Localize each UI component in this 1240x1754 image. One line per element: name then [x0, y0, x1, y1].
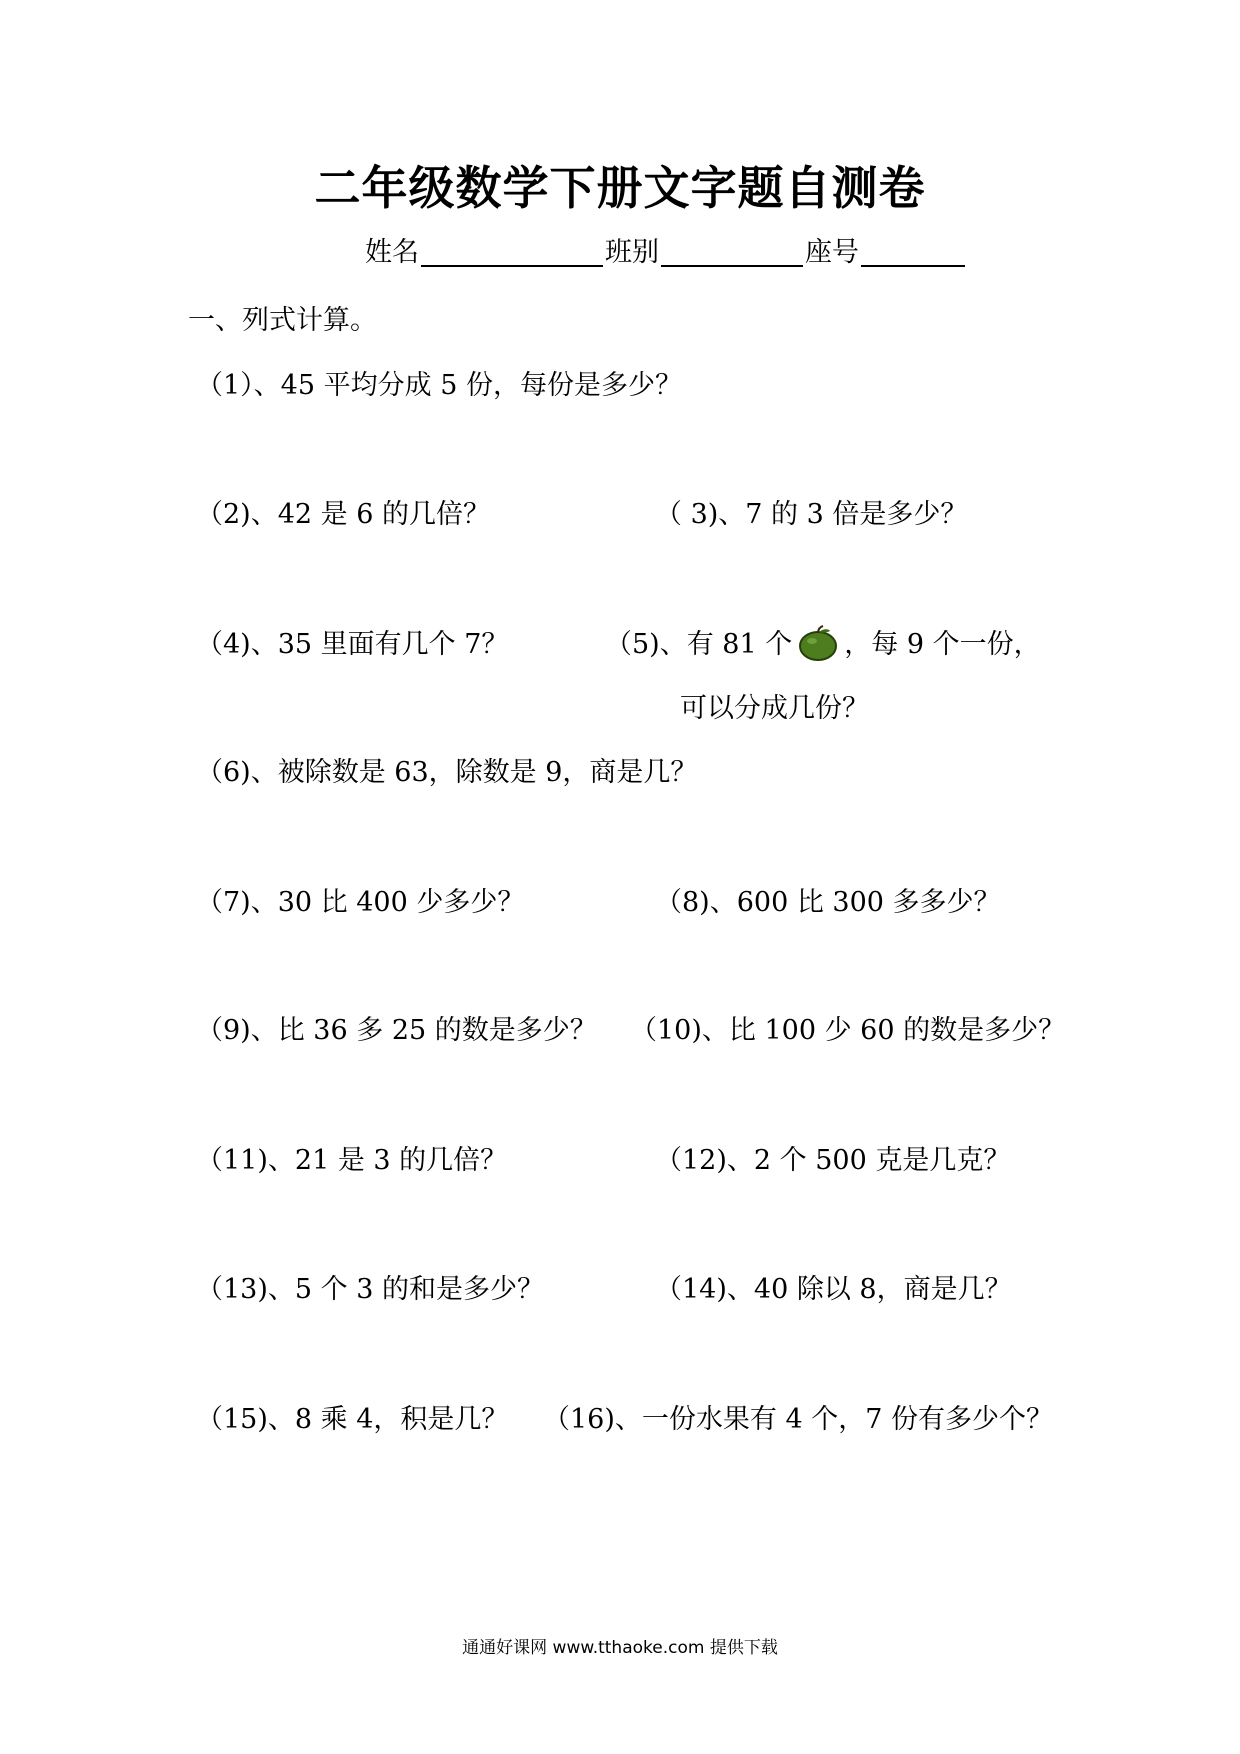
page-title: 二年级数学下册文字题自测卷 — [314, 161, 926, 215]
question-14: （14)、40 除以 8，商是几？ — [655, 1274, 1012, 1305]
question-8: （8)、600 比 300 多多少？ — [655, 887, 1001, 918]
question-5-text-end: ，每 9 个一份， — [844, 629, 1041, 660]
seat-label: 座号 — [805, 237, 859, 268]
question-1: （1）、45 平均分成 5 份，每份是多少？ — [196, 370, 682, 401]
name-label: 姓名 — [365, 237, 419, 268]
student-info-row — [365, 230, 967, 269]
footer-note: 通通好课网 www.tthaoke.com 提供下载 — [462, 1638, 778, 1658]
question-9: （9)、比 36 多 25 的数是多少？ — [196, 1015, 597, 1046]
question-12: （12)、2 个 500 克是几克？ — [655, 1145, 1011, 1176]
section-heading: 一、列式计算。 — [188, 305, 377, 336]
question-11: （11)、21 是 3 的几倍？ — [196, 1145, 508, 1176]
question-10: （10)、比 100 少 60 的数是多少？ — [630, 1015, 1066, 1046]
question-3: （ 3)、7 的 3 倍是多少？ — [655, 499, 968, 530]
question-5 — [605, 622, 1041, 661]
question-2: （2)、42 是 6 的几倍？ — [196, 499, 490, 530]
question-13: （13)、5 个 3 的和是多少？ — [196, 1274, 544, 1305]
question-6: （6)、被除数是 63，除数是 9，商是几？ — [196, 757, 698, 788]
question-4: （4)、35 里面有几个 7？ — [196, 629, 509, 660]
question-16: （16)、一份水果有 4 个，7 份有多少个？ — [543, 1404, 1053, 1435]
question-7: （7)、30 比 400 少多少？ — [196, 887, 525, 918]
question-5-text-start: （5)、有 81 个 — [605, 629, 793, 660]
class-label: 班别 — [605, 237, 659, 268]
class-field[interactable] — [661, 235, 803, 267]
apple-icon — [798, 625, 838, 661]
seat-field[interactable] — [861, 235, 965, 267]
question-5-continued: 可以分成几份？ — [680, 693, 869, 724]
question-15: （15)、8 乘 4，积是几？ — [196, 1404, 509, 1435]
name-field[interactable] — [421, 235, 603, 267]
